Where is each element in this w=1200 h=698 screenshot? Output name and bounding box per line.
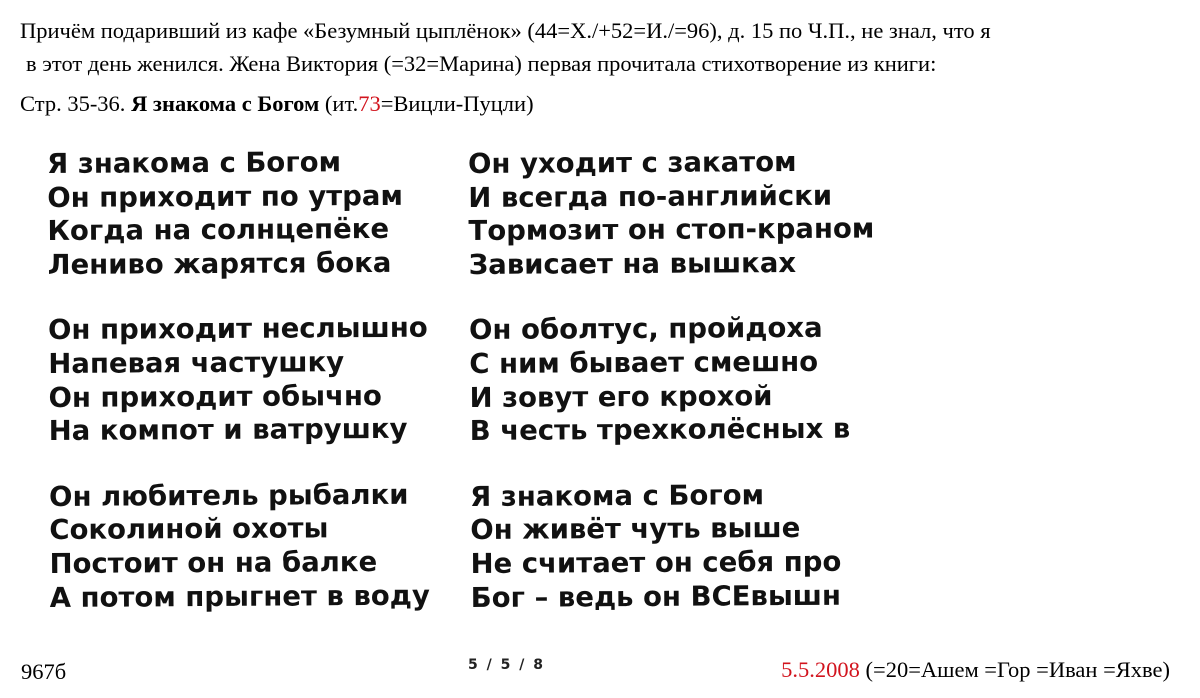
verse-line: Не считает он себя про: [470, 545, 842, 580]
verse-line: Соколиной охоты: [49, 512, 329, 547]
verse-line: Я знакома с Богом: [47, 146, 342, 180]
verse-line: Он уходит с закатом: [468, 145, 797, 180]
stanza: [468, 145, 875, 282]
date-line: [781, 657, 1170, 683]
page-number: 967б: [21, 659, 67, 684]
stanza: [49, 478, 440, 615]
poem-column-right: [468, 145, 875, 615]
verse-line: Лениво жарятся бока: [47, 246, 392, 281]
reference-rest: =Вицли-Пуцли): [380, 91, 534, 116]
verse-line: Он любитель рыбалки: [49, 478, 409, 513]
verse-line: В честь трехколёсных в: [469, 412, 851, 448]
poem-column-left: [47, 146, 440, 615]
date: 5.5.2008: [781, 657, 860, 682]
stanza: [470, 478, 842, 615]
verse-line: Он оболтус, пройдоха: [469, 312, 823, 347]
reference-number: 73: [358, 91, 381, 116]
poem-title: Я знакома с Богом: [131, 91, 320, 116]
verse-line: Он приходит обычно: [48, 379, 382, 414]
date-equivalents: (=20=Ашем =Гор =Иван =Яхве): [859, 657, 1170, 682]
verse-line: И зовут его крохой: [469, 379, 773, 414]
verse-line: Бог – ведь он ВСЕвышн: [470, 579, 842, 614]
verse-line: А потом прыгнет в воду: [49, 579, 430, 614]
stanza: [47, 146, 438, 283]
page-stamp: 5 / 5 / 8: [468, 657, 545, 673]
verse-line: Напевая частушку: [48, 346, 345, 380]
verse-line: Он живёт чуть выше: [470, 512, 801, 547]
verse-line: Он приходит неслышно: [48, 312, 428, 347]
verse-line: На компот и ватрушку: [48, 412, 408, 448]
reference-pages: Стр. 35-36.: [20, 91, 132, 116]
verse-line: С ним бывает смешно: [469, 345, 819, 380]
verse-line: Когда на солнцепёке: [47, 213, 390, 248]
verse-line: Он приходит по утрам: [47, 179, 403, 214]
stanza: [48, 312, 439, 449]
stanza: [469, 312, 851, 448]
verse-line: Я знакома с Богом: [470, 478, 765, 513]
verse-line: И всегда по-английски: [468, 179, 833, 214]
verse-line: Тормозит он стоп-краном: [468, 212, 875, 248]
book-reference: [20, 93, 534, 116]
intro-line-2: в этот день женился. Жена Виктория (=32=Марина) первая прочитала стихотворение из книги:: [26, 51, 937, 76]
intro-line-1: Причём подаривший из кафе «Безумный цыплёнок» (44=Х./+52=И./=96), д. 15 по Ч.П., не знал, что я: [20, 18, 991, 43]
verse-line: Зависает на вышках: [468, 246, 797, 281]
verse-line: Постоит он на балке: [49, 545, 378, 580]
reference-open: (ит.: [319, 91, 359, 116]
